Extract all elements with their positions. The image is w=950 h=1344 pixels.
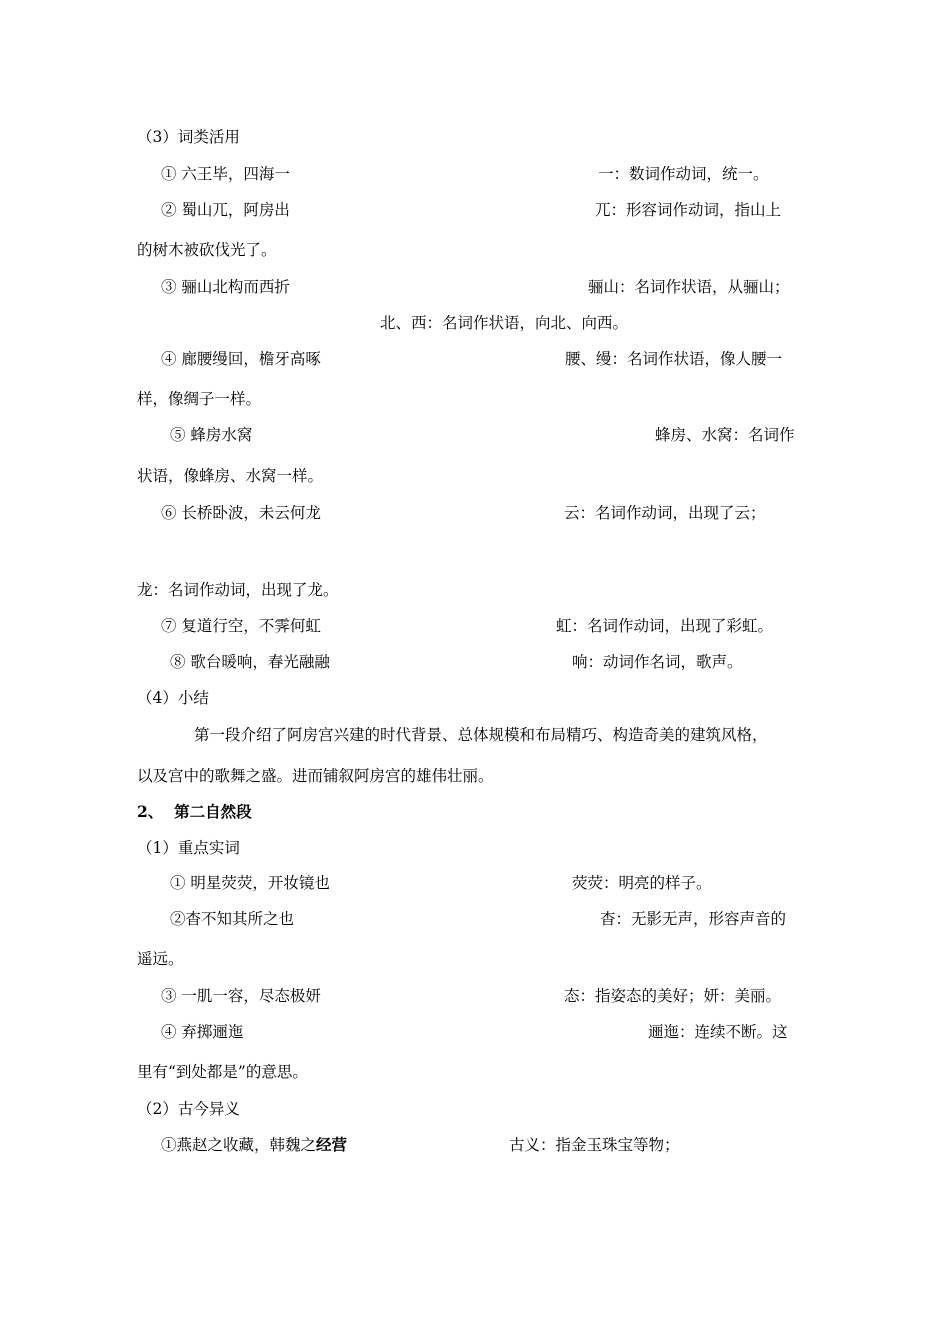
- subsection-heading-key-words: （1）重点实词: [137, 839, 240, 857]
- example-note-6: 云：名词作动词，出现了云；: [564, 504, 766, 522]
- keyword-note-2: 杳：无影无声，形容声音的: [600, 910, 787, 928]
- example-note-3: 骊山：名词作状语，从骊山；: [588, 278, 790, 296]
- example-sentence-5: ⑤ 蜂房水窝: [170, 426, 253, 444]
- example-sentence-7: ⑦ 复道行空，不霁何虹: [161, 617, 321, 635]
- example-sentence-2: ② 蜀山兀，阿房出: [161, 201, 290, 219]
- example-sentence-1: ① 六王毕，四海一: [161, 165, 290, 183]
- example-sentence-8: ⑧ 歌台暖响，春光融融: [170, 653, 330, 671]
- example-note-5-continued: 状语，像蜂房、水窝一样。: [137, 467, 324, 485]
- example-sentence-6: ⑥ 长桥卧波，未云何龙: [161, 504, 321, 522]
- example-note-3-continued: 北、西：名词作状语，向北、向西。: [380, 314, 629, 332]
- example-note-5: 蜂房、水窝：名词作: [655, 426, 795, 444]
- keyword-note-4-continued: 里有“到处都是”的意思。: [137, 1063, 308, 1081]
- example-note-7: 虹：名词作动词，出现了彩虹。: [556, 617, 774, 635]
- keyword-note-3: 态：指姿态的美好；妍：美丽。: [564, 987, 782, 1005]
- example-note-4-continued: 样，像绸子一样。: [137, 390, 262, 408]
- keyword-sentence-4: ④ 弃掷逦迤: [161, 1023, 244, 1041]
- subsection-heading-ancient-modern-meaning: （2）古今异义: [137, 1100, 240, 1118]
- example-note-1: 一：数词作动词，统一。: [598, 165, 769, 183]
- keyword-note-2-continued: 遥远。: [137, 950, 184, 968]
- example-note-8: 响：动词作名词，歌声。: [572, 653, 743, 671]
- keyword-note-4: 逦迤：连续不断。这: [648, 1023, 788, 1041]
- example-note-6-continued: 龙：名词作动词，出现了龙。: [137, 581, 339, 599]
- example-note-2: 兀：形容词作动词，指山上: [595, 201, 782, 219]
- part-heading-second-paragraph: 2、 第二自然段: [137, 802, 252, 821]
- ancient-modern-sentence-1: [161, 1135, 347, 1155]
- keyword-sentence-3: ③ 一肌一容，尽态极妍: [161, 987, 321, 1005]
- section-heading-summary: （4）小结: [137, 689, 209, 707]
- keyword-sentence-2: ②杳不知其所之也: [170, 910, 295, 928]
- ancient-modern-sentence-1-keyword: 经营: [316, 1135, 348, 1154]
- example-note-2-continued: 的树木被砍伐光了。: [137, 241, 277, 259]
- section-heading-word-class-usage: （3）词类活用: [137, 128, 240, 146]
- keyword-note-1: 荧荧：明亮的样子。: [572, 874, 712, 892]
- summary-line-1: 第一段介绍了阿房宫兴建的时代背景、总体规模和布局精巧、构造奇美的建筑风格，: [194, 726, 768, 744]
- example-note-4: 腰、缦：名词作状语，像人腰一: [565, 350, 783, 368]
- ancient-modern-note-1: 古义：指金玉珠宝等物；: [509, 1136, 680, 1154]
- ancient-modern-sentence-1-text: ①燕赵之收藏，韩魏之: [161, 1136, 317, 1154]
- example-sentence-4: ④ 廊腰缦回，檐牙高啄: [161, 350, 321, 368]
- example-sentence-3: ③ 骊山北构而西折: [161, 278, 290, 296]
- keyword-sentence-1: ① 明星荧荧，开妆镜也: [170, 874, 330, 892]
- summary-line-2: 以及宫中的歌舞之盛。进而铺叙阿房宫的雄伟壮丽。: [137, 767, 494, 785]
